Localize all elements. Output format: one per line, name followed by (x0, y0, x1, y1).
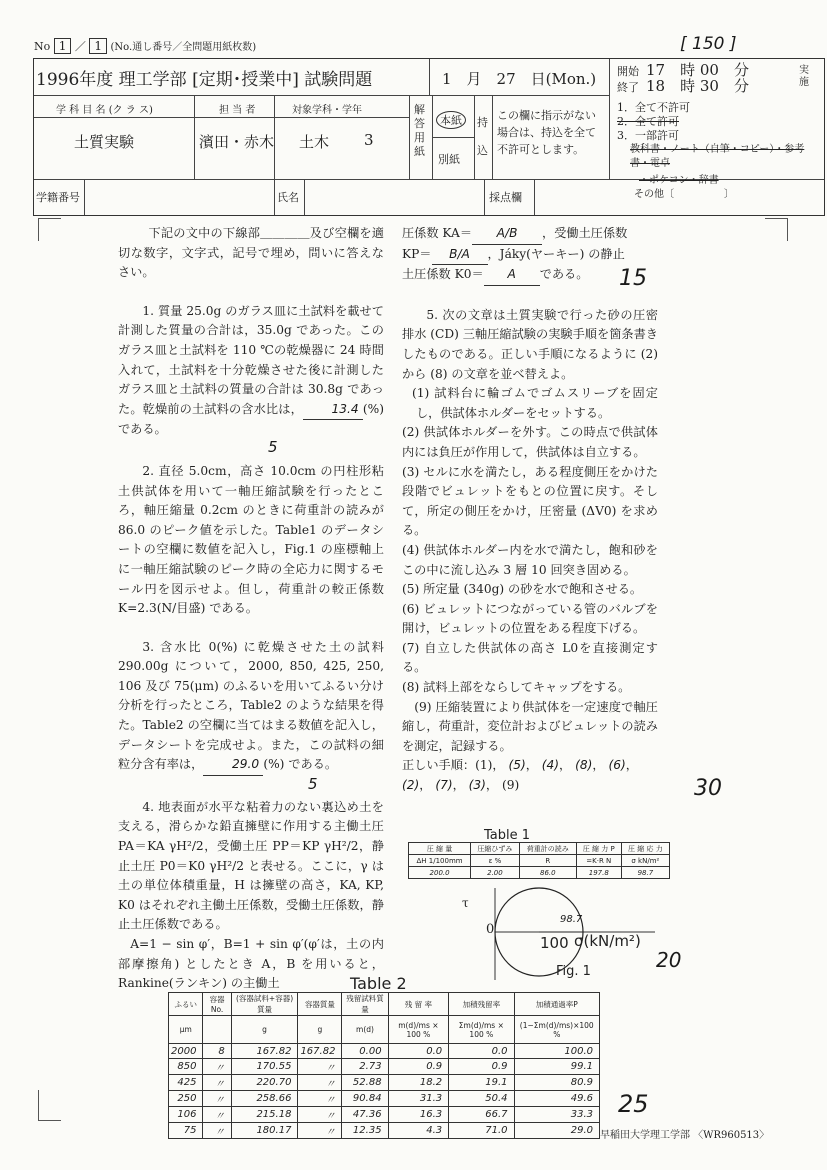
teacher: 濱田・赤木 (199, 133, 275, 151)
table2: ふるい 容器No. (容器試料+容器)質量 容器質量 残留試料質量 残 留 率 加積残留率 加積通過率P μm g g m(d) m(d)/ms × 100 % Σm(d)/ms × 100 % (1−Σm(d)/ms)×100 % 2000 8 167.82 167.82 0.00 0.0 0.0 100.0 850 〃 170.55 〃 2.73 0.9 0.9 99.1 425 〃 220.70 〃 52.88 18.2 19.1 80.9 250 〃 258.66 〃 90.84 31.3 50.4 49.6 106 〃 215.18 〃 47.36 16.3 66.7 33.3 75 〃 180.17 〃 12.35 4.3 71.0 29.0 (168, 992, 600, 1139)
q3-answer: 29.0 (203, 755, 263, 776)
answer-order: 正しい手順：(1)， (5)， (4)， (8)， (6)， (2)， (7)， (3)， (9) (402, 758, 638, 793)
kp-answer: B/A (432, 245, 488, 266)
exam-page: No 1 ／ 1 (No.通し番号／全問題用紙枚数) [ 150 ] 1996年度 理工学部 [定期･授業中] 試験問題 1 月 27 日(Mon.) 開始 17 時 00 分 終了 18 時 30 分 実施 学 科 目 名 (ク ラ ス) 担 当 者 対象学科・学年 土質実験 濱田・赤木 土木 3 解答用紙 本紙 別紙 持込 この欄に指示がない場合は、持込を全て不許可とします。 1．全て不許可 2．全て許可 3．一部許可 教科書・ノート（自筆・コピー）・参考書・電卓 ・ポケコン・辞書 その他〔 〕 学籍番号 氏名 採点欄 下記の文中の下線部＿＿＿＿及び空欄を適切な数字，文字式，記号で埋め，問いに答えなさい。 1. 質量 25.0g のガラス皿に土試料を載せて計測した質量の合計は，35.0g であった。このガラス皿と土試料を 110 ℃の乾燥器に 24 時間入れて，土試料を十分乾燥させた後に計測したガラス皿と土試料の質量の合計は 30.8g であった。乾燥前の土試料の含水比は， 13.4 (%) である。 5 2. 直径 5.0cm，高さ 10.0cm の円柱形粘土供試体を用いて一軸圧縮試験を行ったところ，軸圧縮量 0.2cm のときに荷重計の読みが 86.0 のピーク値を示した。Table1 のデータシートの空欄に数値を記入し，Fig.1 の座標軸上に一軸圧縮試験のピーク時の全応力に関するモール円を図示せよ。但し，荷重計の較正係数 K=2.3(N/目盛) である。 3. 含水比 0(%) に乾燥させた土の試料 290.00g について，2000, 850, 425, 250, 106 及び 75(μm) のふるいを用いてふるい分け分析を行ったところ，Table2 のような結果を得た。Table2 の空欄に当てはまる数値を記入し，データシートを完成せよ。また，この試料の細粒分含有率は， 29.0 (%) である。 5 4. 地表面が水平な粘着力のない裏込め土を支える，滑らかな鉛直擁壁に作用する主働土圧 PA＝KA γH²/2，受働土圧 PP＝KP γH²/2，静止土圧 P0＝K0 γH²/2 と表せる。ここに，γ は土の単位体積重量，H は擁壁の高さ，KA, KP, K0 はそれぞれ主働土圧係数，受働土圧係数，静止土圧係数である。 A=1 − sin φ′，B=1 + sin φ′(φ′は，土の内部摩擦角) としたとき A，B を用いると，Rankine(ランキン) の主働土 圧係数 KA＝ A/B ，受働土圧係数 KP＝ B/A ，Jáky(ヤーキー) の静止 土圧係数 K0＝ A である。 5. 次の文章は土質実験で行った砂の圧密排水 (CD) 三軸圧縮試験の実験手順を箇条書きしたものである。正しい手順になるように (2) から (8) の文章を並べ替えよ。 (1) 試料台に輪ゴムでゴムスリーブを固定し，供試体ホルダーをセットする。 (2) 供試体ホルダーを外す。この時点で供試体内には負圧が作用して，供試体は自立する。 (3) セルに水を満たし，ある程度側圧をかけた段階でビュレットをもとの位置に戻す。そして，所定の側圧をかけ，圧密量 (ΔV0) を求める。 (4) 供試体ホルダー内を水で満たし，飽和砂をこの中に流し込み 3 層 10 回突き固める。 (5) 所定量 (340g) の砂を水で飽和させる。 (6) ビュレットにつながっている管のバルブを開け，ビュレットの位置をある程度下げる。 (7) 自立した供試体の高さ L0を直接測定する。 (8) 試料上部をならしてキャップをする。 (9) 圧縮装置により供試体を一定速度で軸圧縮し，荷重計，変位計およびビュレットの読みを測定，記録する。 正しい手順：(1)， (5)， (4)， (8)， (6)， (2)， (7)， (3)， (9) 15 30 20 25 Table 1 圧 縮 量 圧縮ひずみ 荷重計の読み 圧 縮 力 P 圧 縮 応 力 ΔH 1/100mm ε % R =K·R N σ kN/m² 200.0 2.00 86.0 197.8 98.7 τ 0 98.7 100 σ(kN/m²) Fig. 1 Table 2 ふるい 容器No. (容器試料+容器)質量 容器質量 残留試料質量 残 留 率 加積残留率 加積通過率P μm g g m(d) m(d)/ms × 100 % Σm(d)/ms × 100 % (1−Σm(d)/ms)×100 % 2000 8 167.82 167.82 0.00 0.0 0.0 100.0 850 〃 170.55 〃 2.73 0.9 0.9 99.1 425 〃 220.70 〃 52.88 18.2 19.1 80.9 250 〃 258.66 〃 90.84 31.3 50.4 49.6 106 〃 215.18 〃 47.36 16.3 66.7 33.3 75 〃 180.17 〃 12.35 4.3 71.0 29.0 早稲田大学理工学部 〈WR960513〉 (0, 0, 827, 1170)
q1-answer: 13.4 (303, 400, 363, 421)
step-8: (8) 試料上部をならしてキャップをする。 (402, 680, 631, 695)
fig1-title: Fig. 1 (556, 964, 591, 979)
t1-stress: 98.7 (621, 867, 669, 879)
fig1-mohr-circle (440, 880, 670, 980)
step-6: (6) ビュレットにつながっている管のバルブを開け，ビュレットの位置をある程度下げる。 (402, 601, 658, 636)
step-3: (3) セルに水を満たし，ある程度側圧をかけた段階でビュレットをもとの位置に戻す。そして，所定の側圧をかけ，圧密量 (ΔV0) を求める。 (402, 464, 658, 538)
question-5: 5. 次の文章は土質実験で行った砂の圧密排水 (CD) 三軸圧縮試験の実験手順を箇条書きしたものである。正しい手順になるように (2) から (8) の文章を並べ替えよ。 (402, 307, 658, 381)
end-time: 18 時 30 分 (646, 77, 749, 95)
question-4b: A=1 − sin φ′，B=1 + sin φ′(φ′は，土の内部摩擦角) としたとき A，B を用いると，Rankine(ランキン) の主働土 (118, 937, 384, 991)
t1-strain: 2.00 (471, 867, 520, 879)
q5-score: 30 (694, 776, 722, 801)
t1-compression: 200.0 (409, 867, 471, 879)
table-row: 75 〃 180.17 〃 12.35 4.3 71.0 29.0 (169, 1123, 600, 1139)
step-2: (2) 供試体ホルダーを外す。この時点で供試体内には負圧が作用して，供試体は自立する。 (402, 425, 658, 459)
left-column: 下記の文中の下線部＿＿＿＿及び空欄を適切な数字，文字式，記号で埋め，問いに答えなさい。 1. 質量 25.0g のガラス皿に土試料を載せて計測した質量の合計は，35.0g であった。このガラス皿と土試料を 110 ℃の乾燥器に 24 時間入れて，土試料を十分乾燥させた後に計測したガラス皿と土試料の質量の合計は 30.8g であった。乾燥前の土試料の含水比は， 13.4 (%) である。 5 2. 直径 5.0cm，高さ 10.0cm の円柱形粘土供試体を用いて一軸圧縮試験を行ったところ，軸圧縮量 0.2cm のときに荷重計の読みが 86.0 のピーク値を示した。Table1 のデータシートの空欄に数値を記入し，Fig.1 の座標軸上に一軸圧縮試験のピーク時の全応力に関するモール円を図示せよ。但し，荷重計の較正係数 K=2.3(N/目盛) である。 3. 含水比 0(%) に乾燥させた土の試料 290.00g について，2000, 850, 425, 250, 106 及び 75(μm) のふるいを用いてふるい分け分析を行ったところ，Table2 のような結果を得た。Table2 の空欄に当てはまる数値を記入し，データシートを完成せよ。また，この試料の細粒分含有率は， 29.0 (%) である。 5 4. 地表面が水平な粘着力のない裏込め土を支える，滑らかな鉛直擁壁に作用する主働土圧 PA＝KA γH²/2，受働土圧 PP＝KP γH²/2，静止土圧 P0＝K0 γH²/2 と表せる。ここに，γ は土の単位体積重量，H は擁壁の高さ，KA, KP, K0 はそれぞれ主働土圧係数，受働土圧係数，静止土圧係数である。 A=1 − sin φ′，B=1 + sin φ′(φ′は，土の内部摩擦角) としたとき A，B を用いると，Rankine(ランキン) の主働土 (118, 224, 384, 994)
question-4: 4. 地表面が水平な粘着力のない裏込め土を支える，滑らかな鉛直擁壁に作用する主働土圧 PA＝KA γH²/2，受働土圧 PP＝KP γH²/2，静止土圧 P0＝K0 γH²/2 と表せる。ここに，γ は土の単位体積重量，H は擁壁の高さ，KA, KP, K0 はそれぞれ主働土圧係数，受働土圧係数，静止土圧係数である。 (118, 799, 384, 932)
option-3-circled: 3．一部許可 (617, 129, 679, 142)
table1-title: Table 1 (484, 828, 531, 843)
table-row: 250 〃 258.66 〃 90.84 31.3 50.4 49.6 (169, 1091, 600, 1107)
step-1: (1) 試料台に輪ゴムでゴムスリーブを固定し，供試体ホルダーをセットする。 (412, 386, 658, 420)
start-time: 17 時 00 分 (646, 61, 749, 79)
exam-title: 1996年度 理工学部 [定期･授業中] 試験問題 (36, 70, 373, 90)
right-column: 圧係数 KA＝ A/B ，受働土圧係数 KP＝ B/A ，Jáky(ヤーキー) の静止 土圧係数 K0＝ A である。 5. 次の文章は土質実験で行った砂の圧密排水 (CD) 三軸圧縮試験の実験手順を箇条書きしたものである。正しい手順になるように (2) から (8) の文章を並べ替えよ。 (1) 試料台に輪ゴムでゴムスリーブを固定し，供試体ホルダーをセットする。 (2) 供試体ホルダーを外す。この時点で供試体内には負圧が作用して，供試体は自立する。 (3) セルに水を満たし，ある程度側圧をかけた段階でビュレットをもとの位置に戻す。そして，所定の側圧をかけ，圧密量 (ΔV0) を求める。 (4) 供試体ホルダー内を水で満たし，飽和砂をこの中に流し込み 3 層 10 回突き固める。 (5) 所定量 (340g) の砂を水で飽和させる。 (6) ビュレットにつながっている管のバルブを開け，ビュレットの位置をある程度下げる。 (7) 自立した供試体の高さ L0を直接測定する。 (8) 試料上部をならしてキャップをする。 (9) 圧縮装置により供試体を一定速度で軸圧縮し，荷重計，変位計およびビュレットの読みを測定，記録する。 正しい手順：(1)， (5)， (4)， (8)， (6)， (2)， (7)， (3)， (9) (402, 224, 658, 796)
table1: 圧 縮 量 圧縮ひずみ 荷重計の読み 圧 縮 力 P 圧 縮 応 力 ΔH 1/100mm ε % R =K·R N σ kN/m² 200.0 2.00 86.0 197.8 98.7 (408, 842, 670, 879)
question-2: 2. 直径 5.0cm，高さ 10.0cm の円柱形粘土供試体を用いて一軸圧縮試験を行ったところ，軸圧縮量 0.2cm のときに荷重計の読みが 86.0 のピーク値を示した。Table1 のデータシートの空欄に数値を記入し，Fig.1 の座標軸上に一軸圧縮試験のピーク時の全応力に関するモール円を図示せよ。但し，荷重計の較正係数 K=2.3(N/目盛) である。 (118, 463, 384, 616)
dept: 土木 (299, 133, 330, 151)
intro: 下記の文中の下線部＿＿＿＿及び空欄を適切な数字，文字式，記号で埋め，問いに答えなさい。 (118, 226, 384, 280)
step-4: (4) 供試体ホルダー内を水で満たし，飽和砂をこの中に流し込み 3 層 10 回突き固める。 (402, 542, 658, 577)
ka-answer: A/B (472, 224, 542, 245)
step-9: (9) 圧縮装置により供試体を一定速度で軸圧縮し，荷重計，変位計およびビュレットの読みを測定，記録する。 (402, 699, 658, 753)
year: 3 (364, 131, 374, 149)
total-score: [ 150 ] (680, 34, 737, 54)
t1-force: 197.8 (576, 867, 621, 879)
question-1: 1. 質量 25.0g のガラス皿に土試料を載せて計測した質量の合計は，35.0g であった。このガラス皿と土試料を 110 ℃の乾燥器に 24 時間入れて，土試料を十分乾燥させた後に計測したガラス皿と土試料の質量の合計は 30.8g であった。乾燥前の土試料の含水比は， (118, 303, 384, 416)
fig1-score: 20 (656, 948, 682, 972)
subject: 土質実験 (74, 133, 135, 151)
t1-load-reading: 86.0 (519, 867, 576, 879)
carry-notice: この欄に指示がない場合は、持込を全て不許可とします。 (497, 109, 596, 156)
table2-title: Table 2 (350, 974, 407, 993)
table-row: 850 〃 170.55 〃 2.73 0.9 0.9 99.1 (169, 1059, 600, 1075)
step-7: (7) 自立した供試体の高さ L0を直接測定する。 (402, 640, 658, 675)
page-number: No 1 ／ 1 (No.通し番号／全問題用紙枚数) (34, 39, 257, 53)
k0-answer: A (484, 265, 540, 286)
table-row: 106 〃 215.18 〃 47.36 16.3 66.7 33.3 (169, 1107, 600, 1123)
question-3: 3. 含水比 0(%) に乾燥させた土の試料 290.00g について，2000, 850, 425, 250, 106 及び 75(μm) のふるいを用いてふるい分け分析を行ったところ，Table2 のような結果を得た。Table2 の空欄に当てはまる数値を記入し，データシートを完成せよ。また，この試料の細粒分含有率は， (118, 639, 384, 772)
footer: 早稲田大学理工学部 〈WR960513〉 (600, 1130, 770, 1141)
step-5: (5) 所定量 (340g) の砂を水で飽和させる。 (402, 582, 643, 597)
table-row: 425 〃 220.70 〃 52.88 18.2 19.1 80.9 (169, 1075, 600, 1091)
q4-score: 15 (619, 266, 647, 291)
table-row: 2000 8 167.82 167.82 0.00 0.0 0.0 100.0 (169, 1044, 600, 1059)
exam-date: 1 月 27 日(Mon.) (442, 70, 597, 88)
table2-score: 25 (618, 1090, 649, 1118)
header-table: 1996年度 理工学部 [定期･授業中] 試験問題 1 月 27 日(Mon.) 開始 17 時 00 分 終了 18 時 30 分 実施 学 科 目 名 (ク ラ ス) 担 当 者 対象学科・学年 土質実験 濱田・赤木 土木 3 解答用紙 本紙 別紙 持込 この欄に指示がない場合は、持込を全て不許可とします。 1．全て不許可 2．全て許可 3．一部許可 教科書・ノート（自筆・コピー）・参考書・電卓 ・ポケコン・辞書 その他〔 〕 学籍番号 氏名 採点欄 (33, 58, 825, 216)
